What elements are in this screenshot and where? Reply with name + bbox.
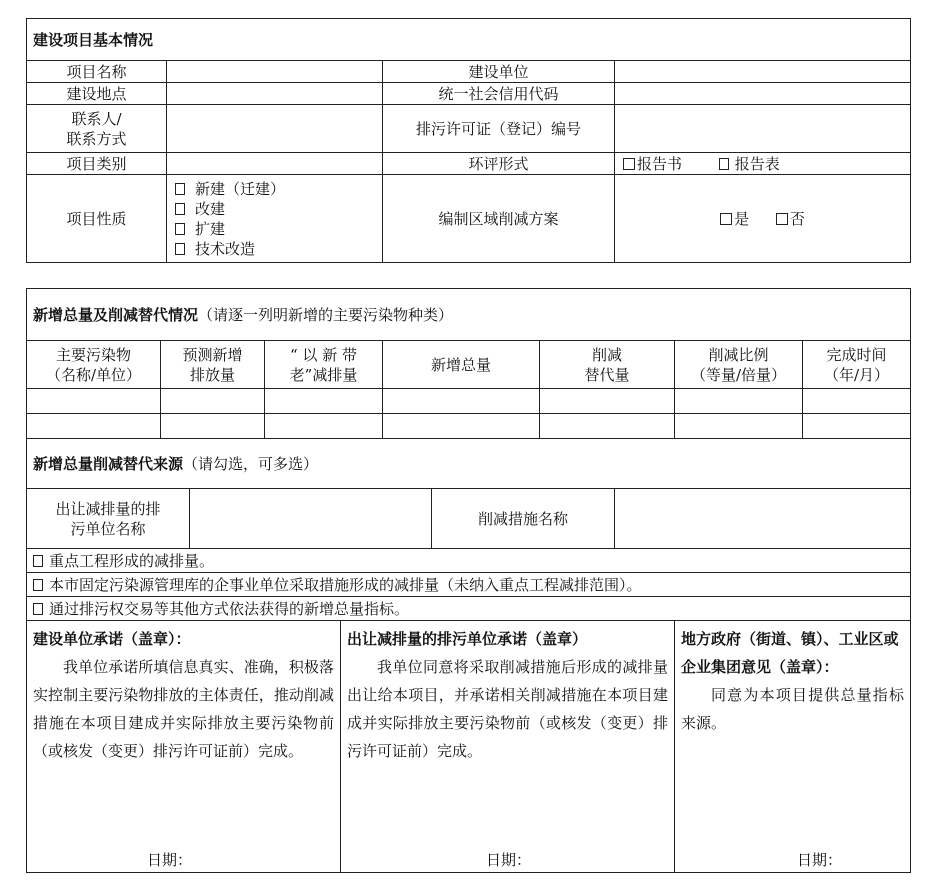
government-date-label: 日期： xyxy=(797,851,843,869)
government-opinion xyxy=(675,621,911,873)
option-rebuild[interactable]: 改建 xyxy=(175,199,376,219)
transferor-commitment xyxy=(341,621,675,873)
option-expand[interactable]: 扩建 xyxy=(175,219,376,239)
label-contact xyxy=(27,105,167,153)
project-name-field[interactable] xyxy=(167,61,383,83)
checkbox-icon xyxy=(175,203,185,215)
option-yes[interactable]: 是 xyxy=(720,209,749,229)
transferor-commitment-text: 我单位同意将采取削减措施后形成的减排量出让给本项目，并承诺相关削减措施在本项目建成并实际排放主要污染物前（或核发（变更）排污许可证前）完成。 xyxy=(347,658,668,760)
reduction-plan-options xyxy=(615,175,911,263)
project-nature-options xyxy=(167,175,383,263)
section-reduction-title: 新增总量及削减替代情况（请逐一列明新增的主要污染物种类） xyxy=(27,289,911,341)
header-reduction-ratio: 削减比例 （等量/倍量） xyxy=(675,341,803,389)
header-predicted-emission: 预测新增 排放量 xyxy=(161,341,265,389)
checkbox-icon xyxy=(623,158,635,170)
table-row xyxy=(27,389,911,414)
checkbox-icon xyxy=(33,603,43,615)
permit-number-field[interactable] xyxy=(615,105,911,153)
builder-commitment-title: 建设单位承诺（盖章）： xyxy=(33,630,191,648)
label-transfer-unit: 出让减排量的排 污单位名称 xyxy=(27,489,190,549)
label-credit-code: 统一社会信用代码 xyxy=(383,83,615,105)
builder-commitment-text: 我单位承诺所填信息真实、准确，积极落实控制主要污染物排放的主体责任，推动削减措施在本项目建成并实际排放主要污染物前（或核发（变更）排污许可证前）完成。 xyxy=(33,658,334,760)
source-option-2[interactable]: 本市固定污染源管理库的企事业单位采取措施形成的减排量（未纳入重点工程减排范围）。 xyxy=(27,573,911,597)
eia-form-options xyxy=(615,153,911,175)
label-reduction-plan: 编制区域削减方案 xyxy=(383,175,615,263)
label-permit-number: 排污许可证（登记）编号 xyxy=(383,105,615,153)
transferor-commitment-title: 出让减排量的排污单位承诺（盖章） xyxy=(347,630,588,648)
label-measure-name: 削减措施名称 xyxy=(432,489,615,549)
contact-field[interactable] xyxy=(167,105,383,153)
basic-info-table xyxy=(26,18,911,263)
option-report-book[interactable]: 报告书 xyxy=(623,154,682,174)
checkbox-icon xyxy=(33,555,43,567)
header-old-reduction: “ 以 新 带 老”减排量 xyxy=(265,341,383,389)
checkbox-icon xyxy=(776,213,788,225)
label-project-type: 项目类别 xyxy=(27,153,167,175)
source-option-1[interactable]: 重点工程形成的减排量。 xyxy=(27,549,911,573)
label-location: 建设地点 xyxy=(27,83,167,105)
label-project-name: 项目名称 xyxy=(27,61,167,83)
transfer-unit-field[interactable] xyxy=(190,489,432,549)
header-completion-time: 完成时间 （年/月） xyxy=(803,341,911,389)
section-basic-title: 建设项目基本情况 xyxy=(27,19,911,61)
location-field[interactable] xyxy=(167,83,383,105)
option-no[interactable]: 否 xyxy=(776,209,805,229)
project-type-field[interactable] xyxy=(167,153,383,175)
builder-commitment xyxy=(27,621,341,873)
header-pollutant: 主要污染物 （名称/单位） xyxy=(27,341,161,389)
checkbox-icon xyxy=(33,579,43,591)
reduction-table xyxy=(26,288,911,439)
builder-date-label: 日期： xyxy=(147,851,193,869)
source-table xyxy=(26,438,911,621)
table-row xyxy=(27,414,911,439)
option-tech-upgrade[interactable]: 技术改造 xyxy=(175,239,376,259)
transferor-date-label: 日期： xyxy=(486,851,532,869)
label-contact-line2: 联系方式 xyxy=(66,129,127,148)
source-option-3[interactable]: 通过排污权交易等其他方式依法获得的新增总量指标。 xyxy=(27,597,911,621)
header-new-total: 新增总量 xyxy=(383,341,540,389)
checkbox-icon xyxy=(175,183,185,195)
commitment-table xyxy=(26,620,911,873)
checkbox-icon xyxy=(175,223,185,235)
label-construction-unit: 建设单位 xyxy=(383,61,615,83)
section-source-title: 新增总量削减替代来源（请勾选，可多选） xyxy=(27,439,911,489)
government-opinion-title: 地方政府（街道、镇）、工业区或企业集团意见（盖章）： xyxy=(681,630,899,676)
construction-unit-field[interactable] xyxy=(615,61,911,83)
option-new[interactable]: 新建（迁建） xyxy=(175,179,376,199)
label-eia-form: 环评形式 xyxy=(383,153,615,175)
government-opinion-text: 同意为本项目提供总量指标来源。 xyxy=(681,686,904,732)
checkbox-icon xyxy=(175,243,185,255)
credit-code-field[interactable] xyxy=(615,83,911,105)
option-report-form[interactable]: 报告表 xyxy=(719,154,780,174)
header-replacement-amount: 削减 替代量 xyxy=(540,341,675,389)
label-project-nature: 项目性质 xyxy=(27,175,167,263)
measure-name-field[interactable] xyxy=(615,489,911,549)
checkbox-icon xyxy=(720,213,732,225)
label-contact-line1: 联系人/ xyxy=(71,109,122,128)
checkbox-icon xyxy=(719,158,729,170)
